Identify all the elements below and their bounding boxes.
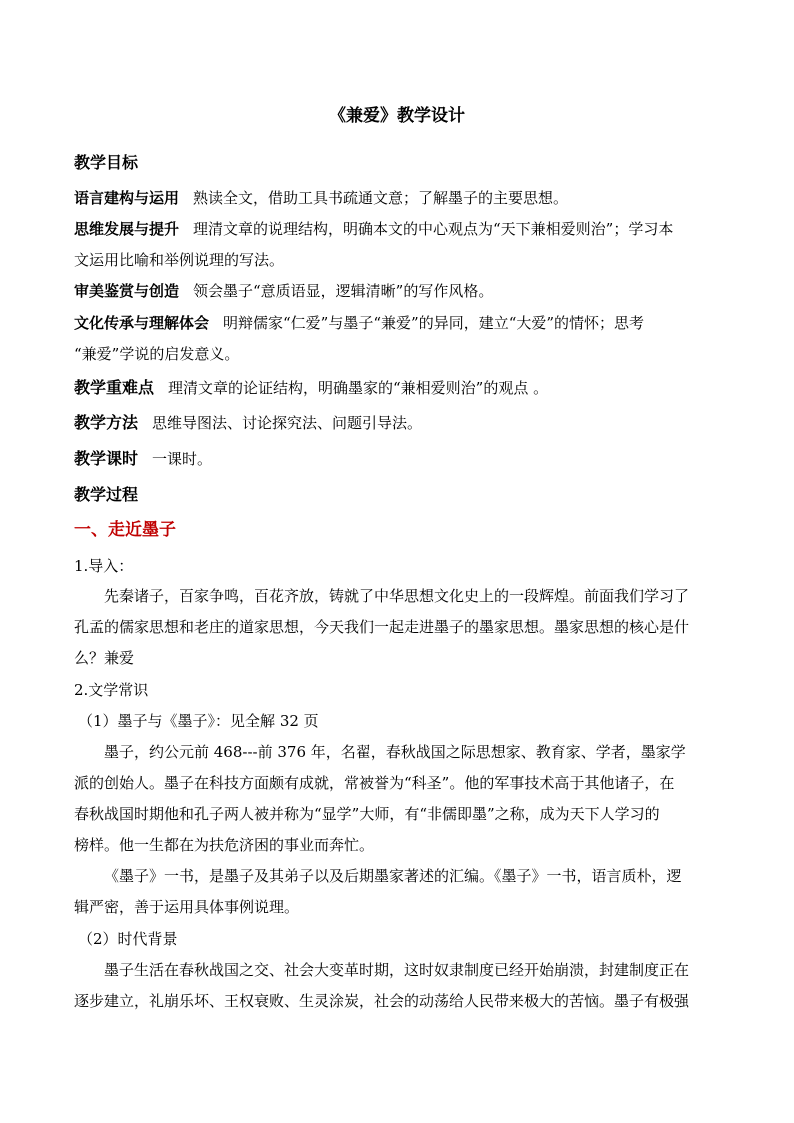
methods-text: 思维导图法、讨论探究法、问题引导法。 [152,414,423,432]
paragraph-line: 辑严密，善于运用具体事例说理。 [74,898,300,916]
paragraph-line: 逐步建立，礼崩乐坏、王权衰败、生灵涂炭，社会的动荡给人民带来极大的苦恼。墨子有极强 [74,992,690,1010]
hours-label: 教学课时 [74,449,139,468]
intro-heading: 1.导入： [74,557,134,575]
objective-label: 语言建构与运用 [74,189,180,207]
objective-culture-continued: “兼爱”学说的启发意义。 [74,345,240,363]
hours-text: 一课时。 [152,450,213,468]
methods-label: 教学方法 [74,413,139,432]
intro-line: 先秦诸子，百家争鸣，百花齐放，铸就了中华思想文化史上的一段辉煌。前面我们学习了 [104,587,690,605]
objectives-heading: 教学目标 [74,153,139,172]
key-points-text: 理清文章的论证结构，明确墨家的“兼相爱则治”的观点 。 [168,379,549,397]
paragraph-line: 墨子生活在春秋战国之交、社会大变革时期，这时奴隶制度已经开始崩溃，封建制度正在 [104,961,690,979]
intro-line: 么？兼爱 [74,649,135,667]
key-points-label: 教学重难点 [74,378,155,397]
paragraph-line: 春秋战国时期他和孔子两人被并称为“显学”大师，有“非儒即墨”之称，成为天下人学习的 [74,805,660,823]
objective-thinking [74,219,673,239]
objective-label: 思维发展与提升 [74,220,180,238]
paragraph-line: 《墨子》一书，是墨子及其弟子以及后期墨家著述的汇编。《墨子》一书，语言质朴，逻 [104,867,682,885]
objective-label: 文化传承与理解体会 [74,314,210,332]
literature-heading: 2.文学常识 [74,681,149,699]
objective-thinking-continued: 文运用比喻和举例说理的写法。 [74,251,285,269]
objective-language [74,188,568,208]
paragraph-line: 派的创始人。墨子在科技方面颇有成就，常被誉为“科圣”。他的军事技术高于其他诸子，在 [74,774,675,792]
paragraph-line: 榜样。他一生都在为扶危济困的事业而奔忙。 [74,836,375,854]
literature-subheading: （1）墨子与《墨子》：见全解 32 页 [78,712,319,730]
document-title: 《兼爱》教学设计 [329,106,465,126]
objective-aesthetic [74,281,493,301]
literature-subheading: （2）时代背景 [78,930,178,948]
teaching-methods [74,413,422,433]
teaching-hours [74,449,212,469]
key-points [74,378,548,398]
process-heading: 教学过程 [74,485,139,504]
objective-culture [74,313,644,333]
paragraph-line: 墨子，约公元前 468---前 376 年，名翟，春秋战国之际思想家、教育家、学者，墨家学 [104,743,686,761]
objective-text: 理清文章的说理结构，明确本文的中心观点为“天下兼相爱则治”；学习本 [193,220,674,238]
section-heading: 一、走近墨子 [74,520,176,540]
objective-text: 领会墨子“意质语显，逻辑清晰”的写作风格。 [193,282,494,300]
intro-line: 孔孟的儒家思想和老庄的道家思想，今天我们一起走进墨子的墨家思想。墨家思想的核心是什 [74,618,690,636]
objective-text: 明辩儒家“仁爱”与墨子“兼爱”的异同，建立“大爱”的情怀；思考 [223,314,645,332]
objective-label: 审美鉴赏与创造 [74,282,180,300]
objective-text: 熟读全文，借助工具书疏通文意；了解墨子的主要思想。 [193,189,569,207]
